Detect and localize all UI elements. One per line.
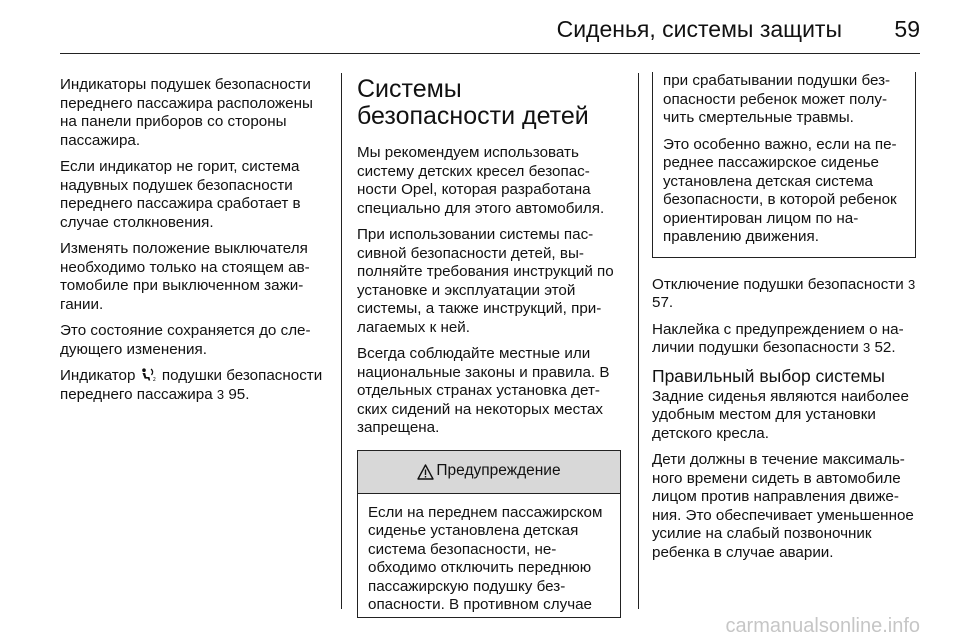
page-reference-link[interactable]: 57. — [652, 294, 674, 311]
subsection-title: Правильный выбор системы — [652, 365, 885, 386]
warning-paragraph: при срабатывании подушки безопасности ребенок может получить смертельные травмы. — [663, 72, 891, 126]
svg-text:2: 2 — [152, 377, 156, 382]
column-left — [60, 76, 325, 412]
indicator-text-before: Индикатор — [60, 367, 136, 384]
paragraph: При использовании системы пассивной безопасности детей, выполняйте требования инструкций по установке и эксплуатации этой системы, а также инструкций, прилагаемых к ней. — [357, 226, 614, 336]
paragraph: Задние сиденья являются наиболее удобным местом для установки детского кресла. — [652, 387, 909, 442]
warning-body: Если на переднем пассажирском сиденье установлена детская система безопасности, необходимо отключить переднюю пассажирскую подушку безопасности. В противном случае — [368, 503, 603, 613]
reference-arrow-icon: 3 — [907, 276, 916, 292]
paragraph: Если индикатор не горит, система надувных подушек безопасности переднего пассажира сработает в случае столкновения. — [60, 158, 301, 231]
warning-title: Предупреждение — [436, 462, 561, 480]
label-reference — [652, 321, 920, 358]
indicator-text-after: подушки безопасности переднего пассажира — [60, 367, 323, 403]
page-header-title: Сиденья, системы защиты — [556, 16, 842, 42]
reference-arrow-icon: 3 — [863, 340, 871, 355]
page-reference-link[interactable]: 52. — [874, 339, 896, 356]
warning-header — [358, 451, 620, 494]
paragraph: Это состояние сохраняется до следующего изменения. — [60, 322, 311, 358]
paragraph: Изменять положение выключателя необходимо только на стоящем автомобиле при выключенном зажигании. — [60, 240, 310, 313]
warning-box — [357, 450, 621, 618]
column-right — [652, 72, 920, 570]
warning-box-continued — [652, 72, 916, 258]
paragraph: Индикаторы подушек безопасности переднего пассажира расположены на панели приборов со стороны пассажира. — [60, 76, 313, 149]
column-divider-2 — [638, 73, 639, 609]
deactivation-text: Отключение подушки безопасности — [652, 275, 904, 293]
column-divider-1 — [341, 73, 342, 609]
indicator-paragraph — [60, 367, 325, 404]
label-text: Наклейка с предупреждением о наличии подушки безопасности — [652, 320, 904, 356]
paragraph: Всегда соблюдайте местные или национальные законы и правила. В отдельных странах установка детских сидений на некоторых местах запрещена. — [357, 345, 610, 436]
page-number: 59 — [894, 16, 920, 42]
header-divider — [60, 53, 920, 54]
column-middle — [357, 76, 622, 618]
warning-triangle-icon — [417, 464, 434, 480]
section-title: Системы безопасности детей — [357, 75, 589, 130]
reference-arrow-icon: 3 — [216, 386, 225, 402]
warning-paragraph: Это особенно важно, если на переднее пассажирское сиденье установлена детская система безопасности, в которой ребенок ориентирован лицом по направлению движения. — [663, 135, 897, 245]
paragraph: Дети должны в течение максимального времени сидеть в автомобиле лицом против направления движения. Это обеспечивает уменьшенное усилие на слабый позвоночник ребенка в случае аварии. — [652, 451, 914, 561]
page-reference-link[interactable]: 95. — [228, 385, 250, 403]
watermark: carmanualsonline.info — [725, 615, 920, 637]
paragraph: Мы рекомендуем использовать систему детских кресел безопасности Opel, которая разработана специально для этого автомобиля. — [357, 144, 605, 217]
passenger-airbag-icon — [140, 368, 158, 382]
deactivation-reference — [652, 276, 920, 313]
